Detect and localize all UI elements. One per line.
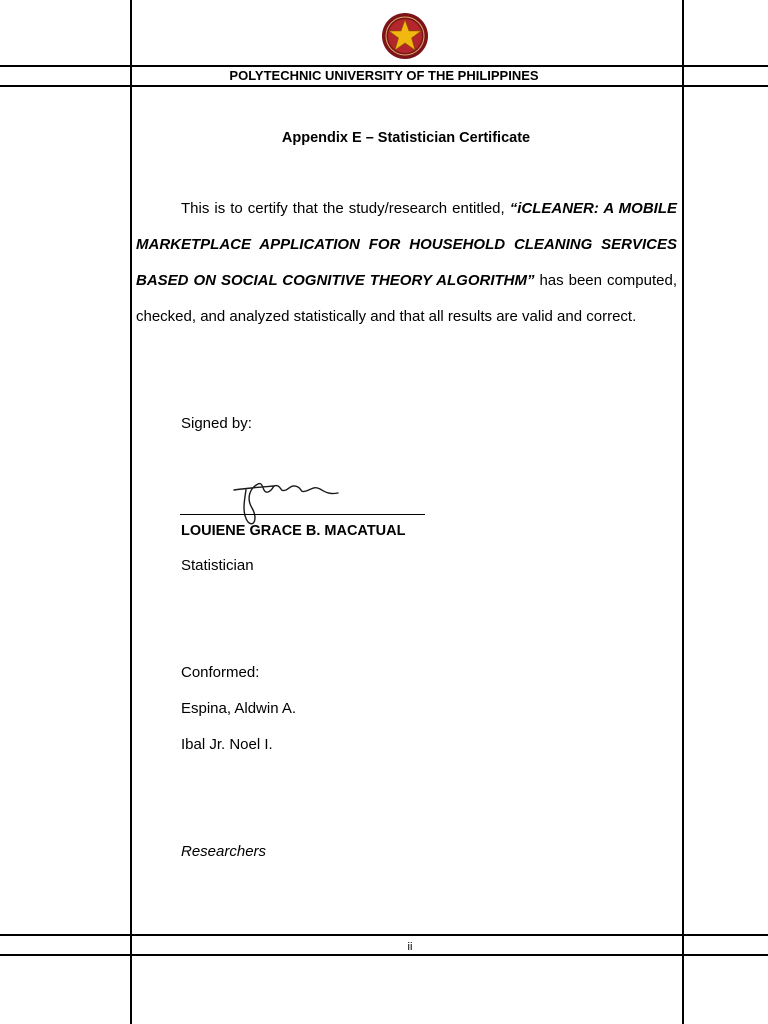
signed-by-label: Signed by: xyxy=(181,415,252,432)
right-margin-line xyxy=(682,0,684,1024)
left-margin-line xyxy=(130,0,132,1024)
signatory-role: Statistician xyxy=(181,557,254,574)
university-seal-icon xyxy=(381,12,429,60)
header-bottom-line xyxy=(0,85,768,87)
signatory-name: LOUIENE GRACE B. MACATUAL xyxy=(181,523,406,539)
certification-paragraph xyxy=(136,191,677,335)
study-title: “iCLEANER: A MOBILE MARKETPLACE APPLICATION FOR HOUSEHOLD CLEANING SERVICES BASED ON SOCIAL COGNITIVE THEORY ALGORITHM” xyxy=(136,200,677,289)
appendix-title: Appendix E – Statistician Certificate xyxy=(281,130,531,146)
intro-text: This is to certify that the study/research entitled, xyxy=(181,200,510,217)
handwritten-signature xyxy=(228,460,353,530)
signature-line xyxy=(180,514,425,515)
conformed-label: Conformed: xyxy=(181,664,260,681)
page-number: ii xyxy=(407,941,413,953)
researchers-label: Researchers xyxy=(181,843,267,860)
university-name: POLYTECHNIC UNIVERSITY OF THE PHILIPPINES xyxy=(229,68,539,83)
closing-text: has been computed, checked, and analyzed statistically and that all results are valid and correct. xyxy=(136,272,677,325)
researcher-name: Ibal Jr. Noel I. xyxy=(181,736,273,753)
researcher-name: Espina, Aldwin A. xyxy=(181,700,297,717)
footer-top-line xyxy=(0,934,768,936)
